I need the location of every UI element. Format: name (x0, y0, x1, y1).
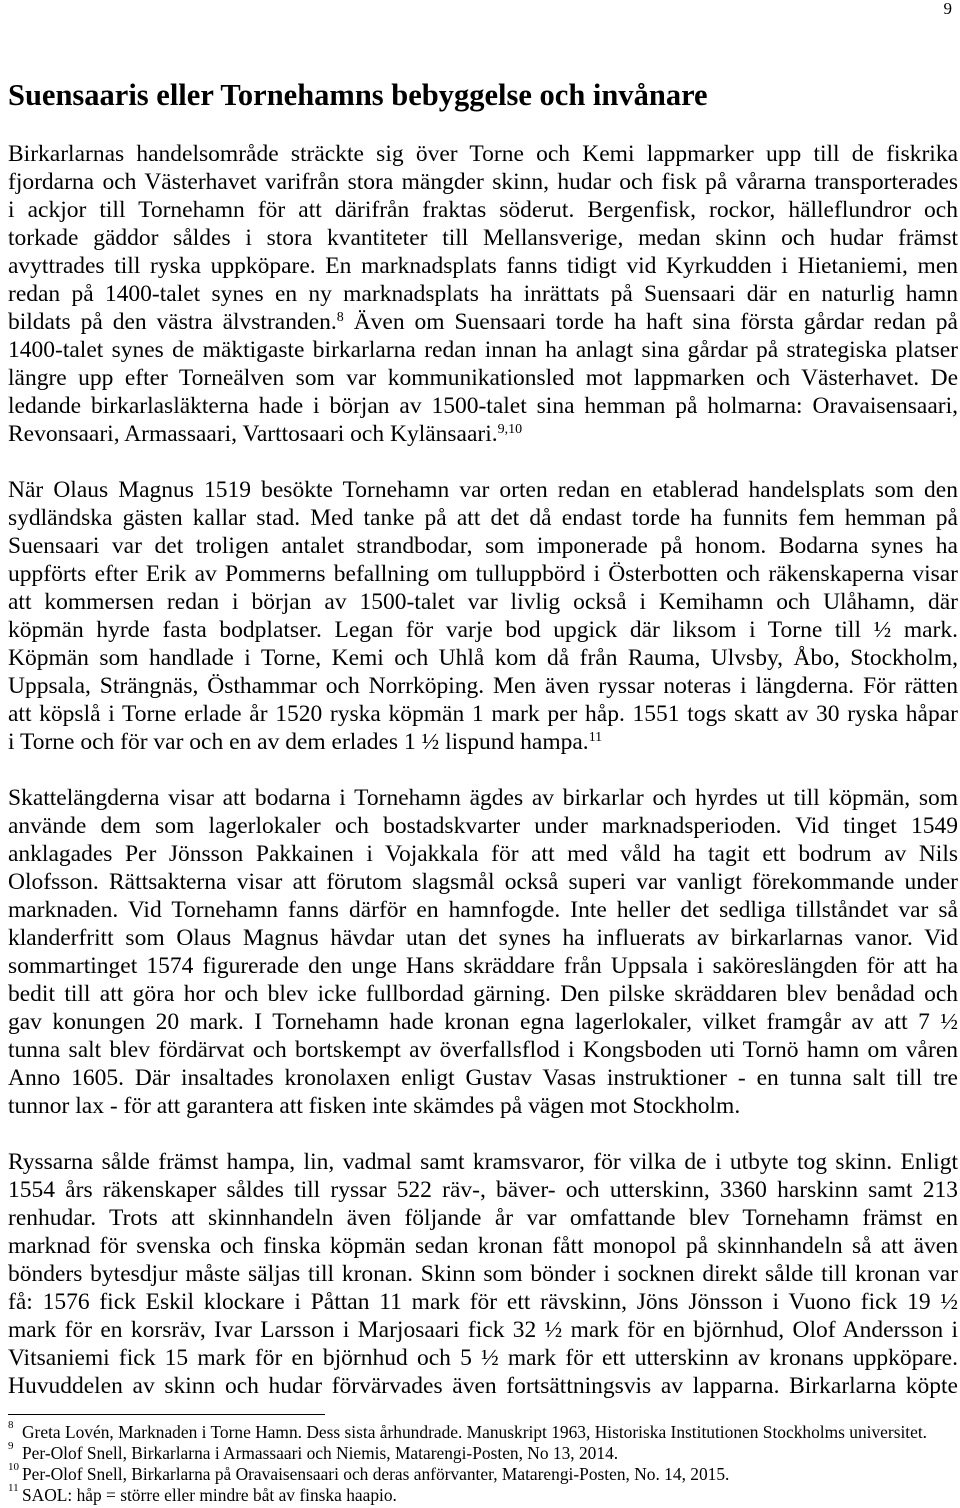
text-line (8, 420, 958, 448)
text-run: Köpmän som handlade i Torne, Kemi och Uhlå kom då från Rauma, Ulvsby, Åbo, Stockholm, (8, 645, 958, 671)
text-run: mark för en korsräv, Ivar Larsson i Marjosaari fick 32 ½ mark för en björnhud, Olof Andersson i (8, 1317, 958, 1343)
page-number: 9 (943, 0, 952, 18)
footnote-number: 8 (8, 1419, 14, 1431)
text-run: marknad för svenska och finska köpmän sedan kronan fått monopol på skinnhandeln så att även (8, 1233, 958, 1259)
text-line (8, 1204, 958, 1232)
footnote-text: Per-Olof Snell, Birkarlarna i Armassaari och Niemis, Matarengi-Posten, No 13, 2014. (22, 1443, 619, 1463)
text-run: bildats på den västra älvstranden. (8, 309, 337, 335)
text-run: köpmän hyrde fasta bodplatser. Legan för varje bod upgick där liksom i Torne till ½ mark. (8, 617, 958, 643)
text-run: Skattelängderna visar att bodarna i Tornehamn ägdes av birkarlar och hyrdes ut till köpmän, som (8, 785, 958, 811)
text-line (8, 784, 958, 812)
text-line (8, 196, 958, 224)
text-line (8, 1064, 958, 1092)
text-run: Revonsaari, Armassaari, Varttosaari och Kylänsaari. (8, 421, 498, 447)
footnote-ref: 9,10 (497, 422, 523, 437)
text-run: Huvuddelen av skinn och hudar förvärvades även fortsättningsvis av lapparna. Birkarlarna köpte (8, 1373, 958, 1399)
text-run: När Olaus Magnus 1519 besökte Tornehamn var orten redan en etablerad handelsplats som den (8, 477, 958, 503)
text-line (8, 672, 958, 700)
text-run: marknaden. Vid Tornehamn fanns därför en hamnfogde. Inte heller det sedliga tillståndet var så (8, 897, 958, 923)
text-run: Olofsson. Rättsakterna visar att förutom slagsmål också superi var vanligt förekommande under (8, 869, 958, 895)
text-line (8, 980, 958, 1008)
text-line (8, 308, 958, 336)
text-run: redan på 1400-talet synes en ny marknadsplats ha inrättats på Suensaari där en naturlig hamn (8, 281, 958, 307)
text-run: använde dem som lagerlokaler och bostadskvarter under marknadsperioden. Vid tinget 1549 (8, 813, 958, 839)
text-line (8, 168, 958, 196)
text-run: Vitsaniemi fick 15 mark för en björnhud och 5 ½ mark för ett utterskinn av kronans uppköpare. (8, 1345, 958, 1371)
text-line (8, 1232, 958, 1260)
text-line (8, 924, 958, 952)
text-line (8, 588, 958, 616)
footnotes (8, 1419, 958, 1506)
text-line (8, 896, 958, 924)
text-line (8, 1008, 958, 1036)
text-line (8, 840, 958, 868)
text-line (8, 532, 958, 560)
text-run: bönders bytesdjur måste säljas till kronan. Skinn som bönder i socknen direkt sålde till kronan var (8, 1261, 958, 1287)
text-line (8, 476, 958, 504)
text-run: avyttrades till ryska uppköpare. En marknadsplats fanns tidigt vid Kyrkudden i Hietaniemi, men (8, 253, 958, 279)
text-line (8, 504, 958, 532)
footnote-text: Greta Lovén, Marknaden i Torne Hamn. Dess sista århundrade. Manuskript 1963, Historiska Institutionen Stockholms universitet. (22, 1422, 928, 1442)
text-run: torkade gäddor såldes i stora kvantiteter till Mellansverige, medan skinn och hudar främst (8, 225, 958, 251)
footnote-separator (8, 1414, 325, 1415)
body-text (8, 140, 958, 1428)
text-line (8, 1316, 958, 1344)
text-run: i Torne och för var och en av dem erlades 1 ½ lispund hampa. (8, 729, 589, 755)
footnote (8, 1419, 958, 1443)
footnote-text: Per-Olof Snell, Birkarlarna på Oravaisensaari och deras anförvanter, Matarengi-Posten, No. 14, 2015. (22, 1464, 730, 1484)
text-line (8, 1176, 958, 1204)
text-line (8, 1092, 958, 1120)
text-line (8, 140, 958, 168)
footnote (8, 1440, 958, 1464)
footnote-text: SAOL: håp = större eller mindre båt av finska haapio. (22, 1485, 397, 1505)
text-line (8, 252, 958, 280)
text-run: att köpslå i Torne erlade år 1520 ryska köpmän 1 mark per håp. 1551 togs skatt av 30 ryska håpar (8, 701, 958, 727)
text-line (8, 700, 958, 728)
text-line (8, 616, 958, 644)
text-run: Ryssarna sålde främst hampa, lin, vadmal samt kramsvaror, för vilka de i utbyte tog skinn. Enligt (8, 1149, 958, 1175)
footnote-number: 11 (8, 1482, 19, 1494)
text-run: Uppsala, Strängnäs, Östhammar och Norrköping. Men även ryssar noteras i längderna. För rätten (8, 673, 958, 699)
text-run: Anno 1605. Där insaltades kronolaxen enligt Gustav Vasas instruktioner - en tunna salt till tre (8, 1065, 958, 1091)
text-line (8, 728, 958, 756)
text-line (8, 1372, 958, 1400)
text-run: tunna salt blev fördärvat och bortskempt av överfallsflod i Kongsboden uti Tornö hamn om våren (8, 1037, 958, 1063)
text-line (8, 644, 958, 672)
text-run: att kommersen redan i början av 1500-talet var livlig också i Kemihamn och Ulåhamn, där (8, 589, 958, 615)
text-line (8, 1036, 958, 1064)
text-line (8, 392, 958, 420)
text-line (8, 224, 958, 252)
text-run: längre upp efter Torneälven som var kommunikationsled mot lappmarken och Västerhavet. De (8, 365, 958, 391)
text-line (8, 952, 958, 980)
footnote-ref: 8 (336, 310, 344, 325)
text-line (8, 1260, 958, 1288)
section-heading: Suensaaris eller Tornehamns bebyggelse och invånare (8, 78, 708, 112)
text-run: få: 1576 fick Eskil klockare i Påttan 11 mark för ett rävskinn, Jöns Jönsson i Vuono fick 19 ½ (8, 1289, 958, 1315)
paragraph (8, 784, 958, 1120)
text-line (8, 364, 958, 392)
footnote (8, 1482, 958, 1506)
text-run: Suensaari var det troligen antalet strandbodar, som imponerade på honom. Bodarna synes ha (8, 533, 958, 559)
text-line (8, 1344, 958, 1372)
text-run: bedit till att göra hor och blev icke fullbordad gärning. Den pilske skräddaren blev benådad och (8, 981, 958, 1007)
text-run: Birkarlarnas handelsområde sträckte sig över Torne och Kemi lappmarker upp till de fiskrika (8, 141, 958, 167)
text-line (8, 812, 958, 840)
text-run: gav konungen 20 mark. I Tornehamn hade kronan egna lagerlokaler, vilket framgår av att 7 ½ (8, 1009, 958, 1035)
paragraph (8, 140, 958, 448)
footnote-number: 10 (8, 1461, 19, 1473)
text-run: renhudar. Trots att skinnhandeln även följande år var omfattande blev Tornehamn främst en (8, 1205, 958, 1231)
footnote-ref: 11 (588, 730, 603, 745)
paragraph (8, 476, 958, 756)
text-run: sommartinget 1574 figurerade den unge Hans skräddare från Uppsala i saköreslängden för att ha (8, 953, 958, 979)
text-line (8, 336, 958, 364)
text-run: anklagades Per Jönsson Pakkainen i Vojakkala för att med våld ha tagit ett bodrum av Nils (8, 841, 958, 867)
text-run: uppförts efter Erik av Pommerns befallning om tulluppbörd i Österbotten och räkenskaperna visar (8, 561, 958, 587)
paragraph (8, 1148, 958, 1400)
footnote-number: 9 (8, 1440, 14, 1452)
text-line (8, 560, 958, 588)
text-run: ledande birkarlasläkterna hade i början av 1500-talet sina hemman på holmarna: Oravaisensaari, (8, 393, 958, 419)
text-run: 1554 års räkenskaper såldes till ryssar 522 räv-, bäver- och utterskinn, 3360 harskinn samt 213 (8, 1177, 958, 1203)
text-line (8, 1148, 958, 1176)
footnote (8, 1461, 958, 1485)
text-run: fjordarna och Västerhavet varifrån stora mängder skinn, hudar och fisk på vårarna transporterades (8, 169, 958, 195)
text-run: i ackjor till Tornehamn för att därifrån fraktas söderut. Bergenfisk, rockor, hälleflundror och (8, 197, 958, 223)
text-run: tunnor lax - för att garantera att fisken inte skämdes på vägen mot Stockholm. (8, 1093, 741, 1119)
text-line (8, 868, 958, 896)
text-run: 1400-talet synes de mäktigaste birkarlarna redan innan ha anlagt sina gårdar på strategiska platser (8, 337, 958, 363)
text-line (8, 1288, 958, 1316)
text-run: klanderfritt som Olaus Magnus hävdar utan det synes ha influerats av birkarlarnas vanor. Vid (8, 925, 958, 951)
text-run: Även om Suensaari torde ha haft sina första gårdar redan på (343, 309, 958, 335)
text-line (8, 280, 958, 308)
text-run: sydländska gästen kallar stad. Med tanke på att det då endast torde ha funnits fem hemman på (8, 505, 958, 531)
